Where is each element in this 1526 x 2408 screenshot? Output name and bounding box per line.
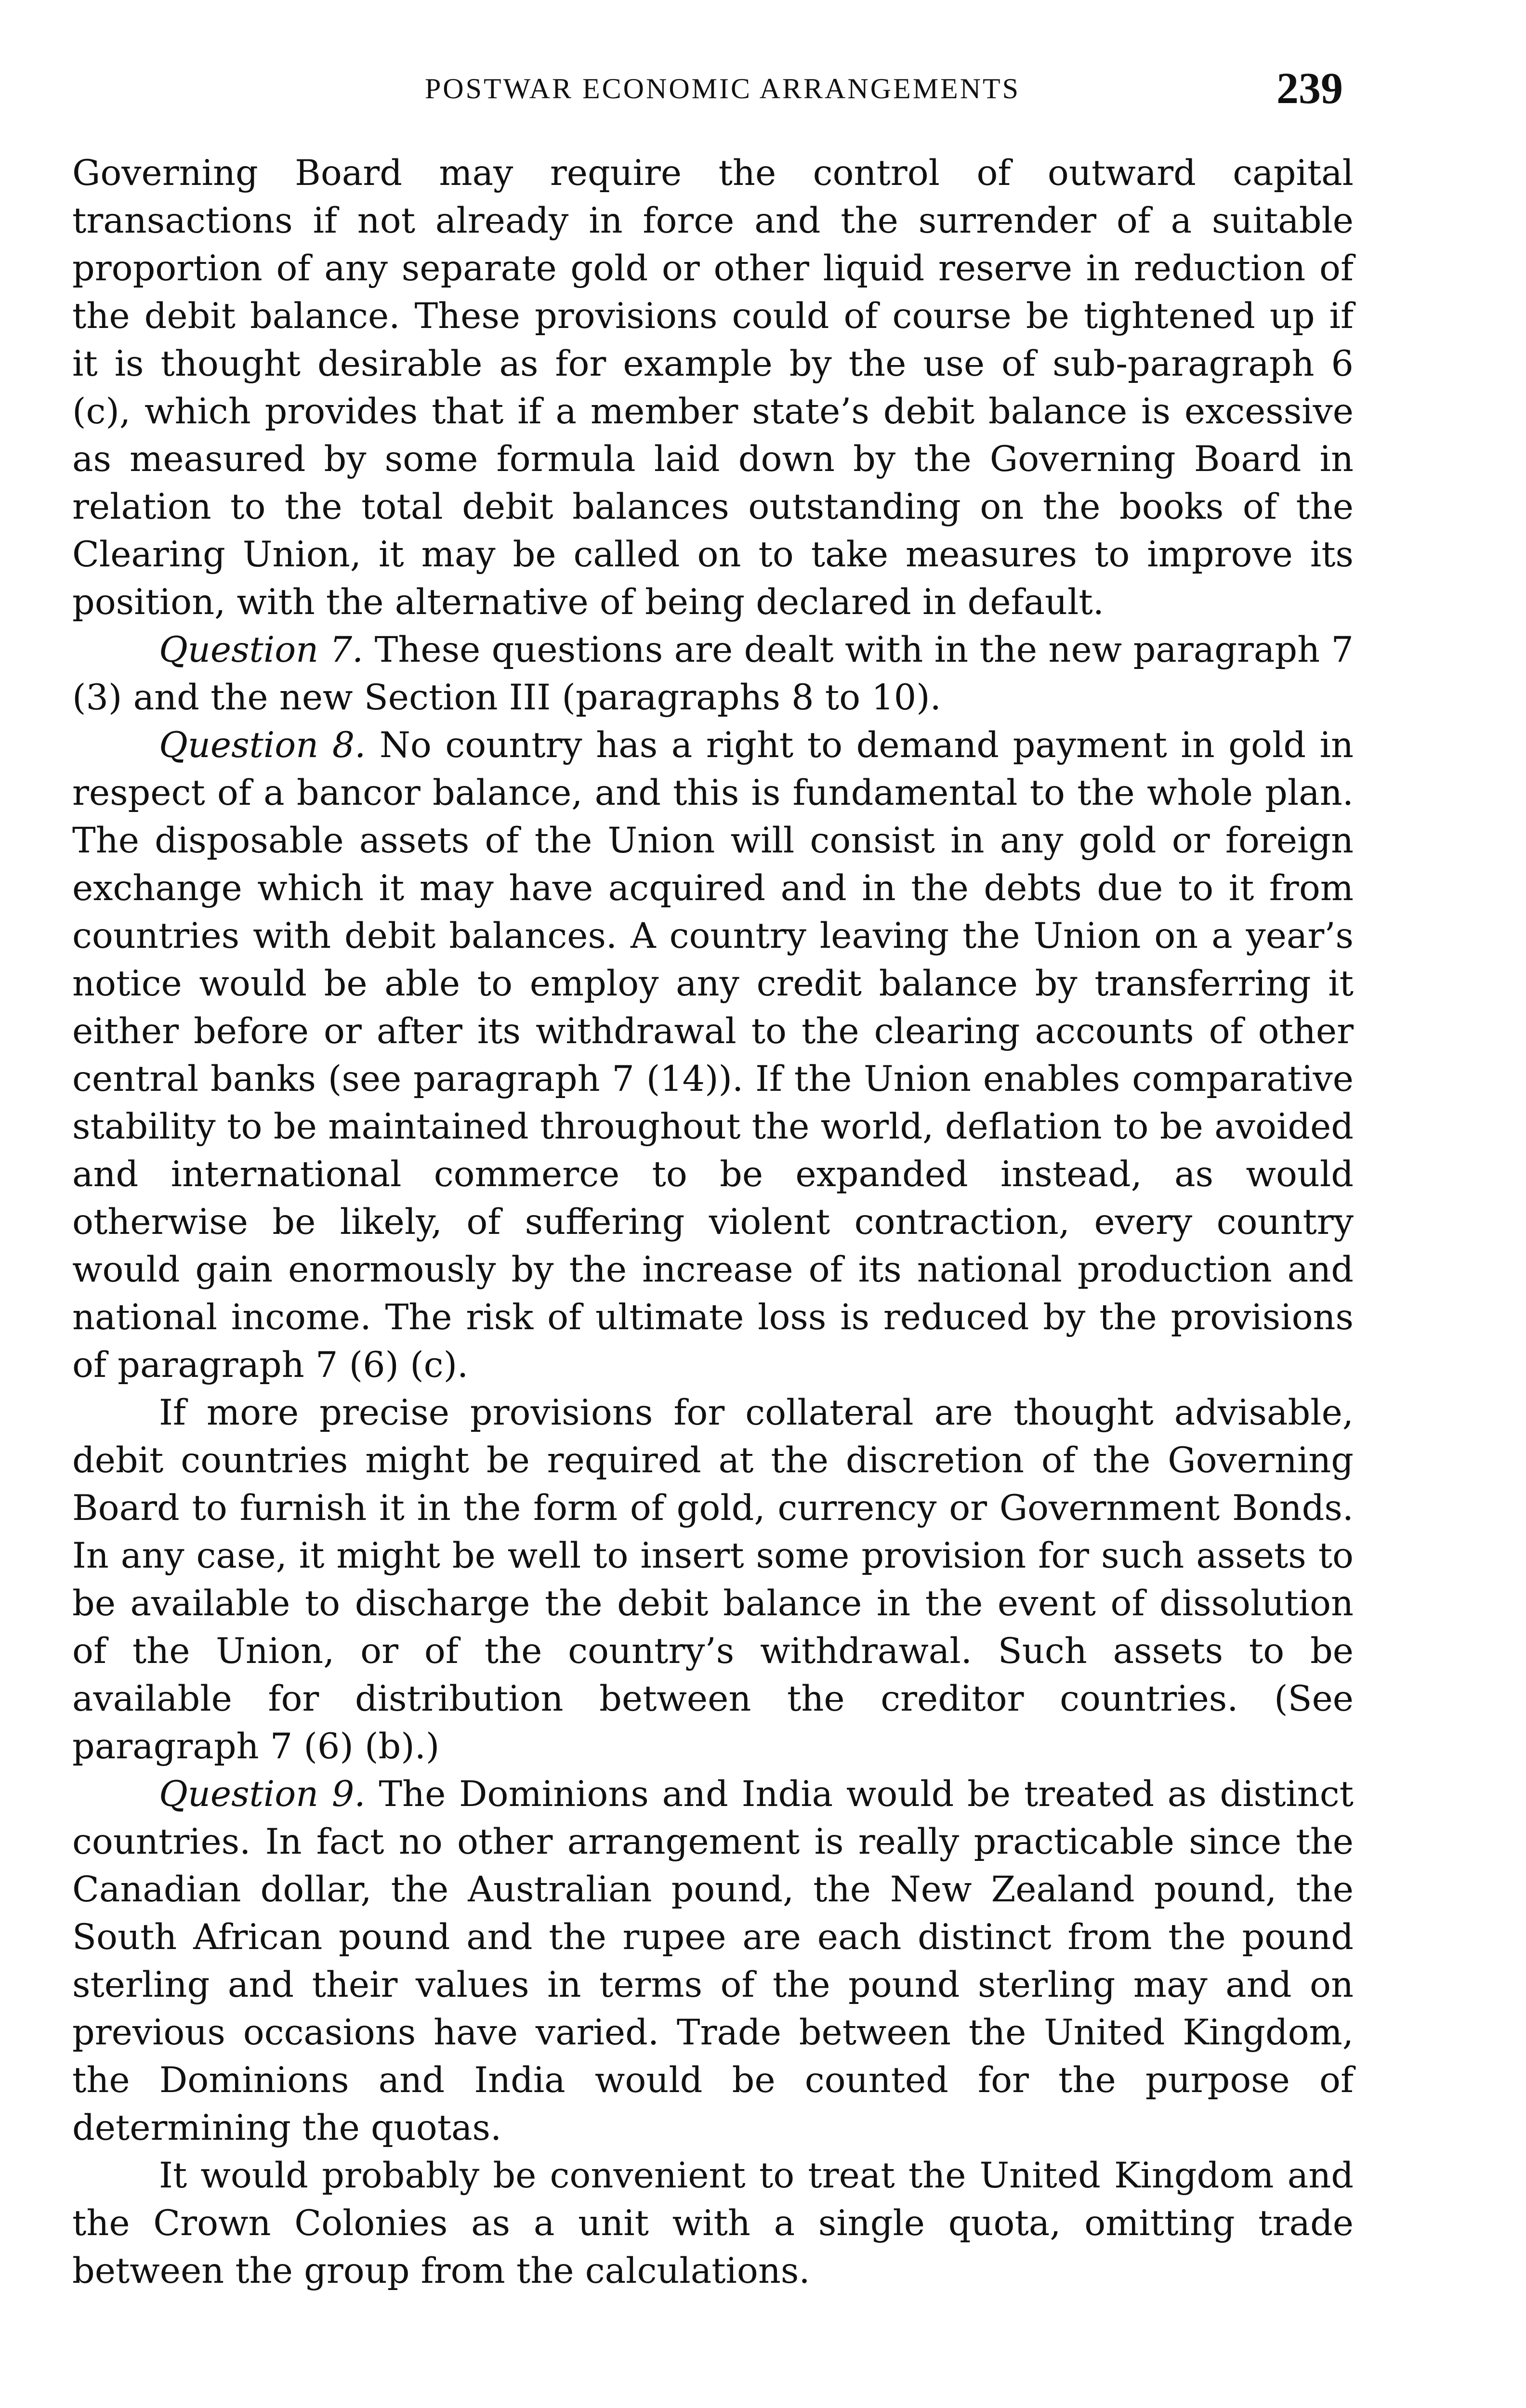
paragraph-question-9 (72, 1770, 1354, 2152)
paragraph-continuation (72, 149, 1354, 626)
paragraph-collateral (72, 1389, 1354, 1770)
running-title: POSTWAR ECONOMIC ARRANGEMENTS (424, 73, 1021, 105)
paragraph-question-7 (72, 626, 1354, 721)
paragraph-text: It would probably be convenient to treat the United Kingdom and the Crown Colonies as a unit with a single quota, omitting trade between the group from the calculations. (72, 2155, 1354, 2291)
question-label: Question 8. (159, 725, 366, 766)
body-text (72, 149, 1354, 2295)
page-number: 239 (1276, 64, 1343, 113)
question-label: Question 9. (159, 1774, 366, 1815)
paragraph-text: Governing Board may require the control of outward capital transactions if not already in force and the surrender of a suitable proportion of any separate gold or other liquid reserve in reduction of the debit balance. These provisions could of course be tightened up if it is thought desirable as for example by the use of sub-paragraph 6 (c), which provides that if a member state’s debit balance is excessive as measured by some formula laid down by the Governing Board in relation to the total debit balances outstanding on the books of the Clearing Union, it may be called on to take measures to improve its position, with the alternative of being declared in default. (72, 153, 1354, 623)
paragraph-text: No country has a right to demand payment in gold in respect of a bancor balance, and this is fundamental to the whole plan. The disposable assets of the Union will consist in any gold or foreign exchange which it may have acquired and in the debts due to it from countries with debit balances. A country leaving the Union on a year’s notice would be able to employ any credit balance by transferring it either before or after its withdrawal to the clearing accounts of other central banks (see paragraph 7 (14)). If the Union enables comparative stability to be maintained throughout the world, deflation to be avoided and international commerce to be expanded instead, as would otherwise be likely, of suffering violent contraction, every country would gain enormously by the increase of its national production and national income. The risk of ultimate loss is reduced by the provisions of paragraph 7 (6) (c). (72, 725, 1354, 1386)
paragraph-text: The Dominions and India would be treated as distinct countries. In fact no other arrangement is really practicable since the Canadian dollar, the Australian pound, the New Zealand pound, the South African pound and the rupee are each distinct from the pound sterling and their values in terms of the pound sterling may and on previous occasions have varied. Trade between the United Kingdom, the Dominions and India would be counted for the purpose of determining the quotas. (72, 1774, 1354, 2148)
paragraph-crown-colonies (72, 2152, 1354, 2295)
paragraph-question-8 (72, 721, 1354, 1389)
question-label: Question 7. (159, 629, 364, 670)
paragraph-text: These questions are dealt with in the new paragraph 7 (3) and the new Section III (paragraphs 8 to 10). (72, 629, 1354, 718)
paragraph-text: If more precise provisions for collateral are thought advisable, debit countries might be required at the discretion of the Governing Board to furnish it in the form of gold, currency or Government Bonds. In any case, it might be well to insert some provision for such assets to be available to discharge the debit balance in the event of dissolution of the Union, or of the country’s withdrawal. Such assets to be available for distribution between the creditor countries. (See paragraph 7 (6) (b).) (72, 1392, 1354, 1767)
